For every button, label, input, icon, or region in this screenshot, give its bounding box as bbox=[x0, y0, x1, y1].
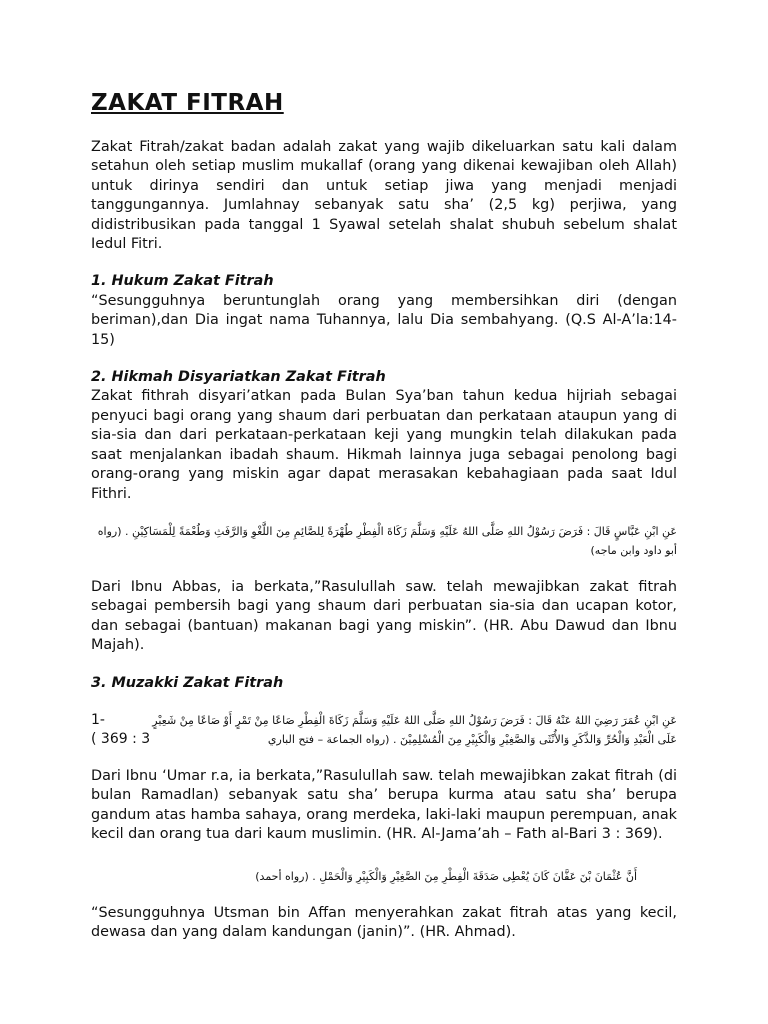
arabic-hadith-ibnu-umar bbox=[91, 711, 677, 749]
arabic-row bbox=[91, 711, 677, 730]
section-heading-hukum: 1. Hukum Zakat Fitrah bbox=[91, 273, 274, 290]
arabic-line: عَنِ ابْنِ عَبَّاسٍ قَالَ : فَرَضَ رَسُوْلُ اللهِ صَلَّى اللهُ عَلَيْهِ وَسَلَّمَ زَكَاةَ الْفِطْرِ طُهْرَةً لِلصَّائِمِ مِنَ اللَّغْوِ وَالرَّفَثِ وَطُعْمَةً لِلْمَسَاكِيْنِ . (رواه bbox=[97, 524, 677, 538]
intro-paragraph: Zakat Fitrah/zakat badan adalah zakat yang wajib dikeluarkan satu kali dalam setahun oleh setiap muslim mukallaf (orang yang dikenai kewajiban oleh Allah) untuk dirinya sendiri dan untuk setiap jiwa yang menjadi menjadi tanggungannya. Jumlahnay sebanyak satu sha’ (2,5 kg) perjiwa, yang didistribusikan pada tanggal 1 Syawal setelah shalat shubuh sebelum shalat Iedul Fitri. bbox=[91, 139, 677, 253]
arabic-hadith-ibnu-abbas bbox=[91, 522, 677, 560]
translation-ibnu-abbas: Dari Ibnu Abbas, ia berkata,”Rasulullah saw. telah mewajibkan zakat fitrah sebagai pembersih bagi yang shaum dari perbuatan sia-sia dan ucapan kotor, dan sebagai (bantuan) makanan bagi yang miskin”. (HR. Abu Dawud dan Ibnu Majah). bbox=[91, 578, 677, 654]
arabic-line: أبو داود وابن ماجه) bbox=[590, 543, 677, 557]
list-number: 1- bbox=[91, 711, 105, 728]
translation-ibnu-umar: Dari Ibnu ‘Umar r.a, ia berkata,”Rasulullah saw. telah mewajibkan zakat fitrah (di bulan Ramadlan) sebanyak satu sha’ berupa kurma atau satu sha’ berupa gandum atas hamba sahaya, orang merdeka, laki-laki maupun perempuan, anak kecil dan orang tua dari kaum muslimin. (HR. Al-Jama’ah – Fath al-Bari 3 : 369). bbox=[91, 767, 677, 843]
arabic-line: عَلَى الْعَبْدِ وَالْحُرِّ وَالذَّكَرِ وَالأُنْثَى وَالصَّغِيْرِ وَالْكَبِيْرِ مِنَ الْمُسْلِمِيْنَ . (رواه الجماعة – فتح الباري bbox=[267, 732, 677, 746]
document-title: ZAKAT FITRAH bbox=[91, 90, 284, 116]
translation-utsman: “Sesungguhnya Utsman bin Affan menyerahkan zakat fitrah atas yang kecil, dewasa dan yang dalam kandungan (janin)”. (HR. Ahmad). bbox=[91, 904, 677, 941]
section-heading-hikmah: 2. Hikmah Disyariatkan Zakat Fitrah bbox=[91, 369, 386, 386]
document-page bbox=[91, 88, 677, 943]
arabic-line: عَنِ ابْنِ عُمَرَ رَضِيَ اللهُ عَنْهُ قَالَ : فَرَضَ رَسُوْلُ اللهِ صَلَّى اللهُ عَلَيْهِ وَسَلَّمَ زَكَاةَ الْفِطْرِ صَاعًا مِنْ تَمْرٍ أَوْ صَاعًا مِنْ شَعِيْرٍ bbox=[152, 713, 677, 727]
section-body-hikmah: Zakat fithrah disyari’atkan pada Bulan Sya’ban tahun kedua hijriah sebagai penyuci bagi orang yang shaum dari perbuatan dan perkataan ataupun yang di sia-sia dan dari perkataan-perkataan keji yang mungkin telah dilakukan pada saat menjalankan ibadah shaum. Hikmah lainnya juga sebagai penolong bagi orang-orang yang miskin agar dapat merasakan kebahagiaan pada saat Idul Fithri. bbox=[91, 388, 677, 502]
section-body-hukum: “Sesungguhnya beruntunglah orang yang membersihkan diri (dengan beriman),dan Dia ingat nama Tuhannya, lalu Dia sembahyang. (Q.S Al-A’la:14-15) bbox=[91, 292, 677, 348]
arabic-reference: ( 369 : 3 bbox=[91, 730, 151, 747]
arabic-hadith-utsman: أَنَّ عُثْمَانَ بْنَ عَفَّانَ كَانَ يُعْطِى صَدَقَةَ الْفِطْرِ مِنَ الصَّغِيْرِ وَالْكَبِيْرِ وَالْحَمْلِ . (رواه أحمد) bbox=[255, 869, 637, 883]
arabic-row bbox=[91, 730, 677, 749]
section-heading-muzakki: 3. Muzakki Zakat Fitrah bbox=[91, 674, 284, 691]
